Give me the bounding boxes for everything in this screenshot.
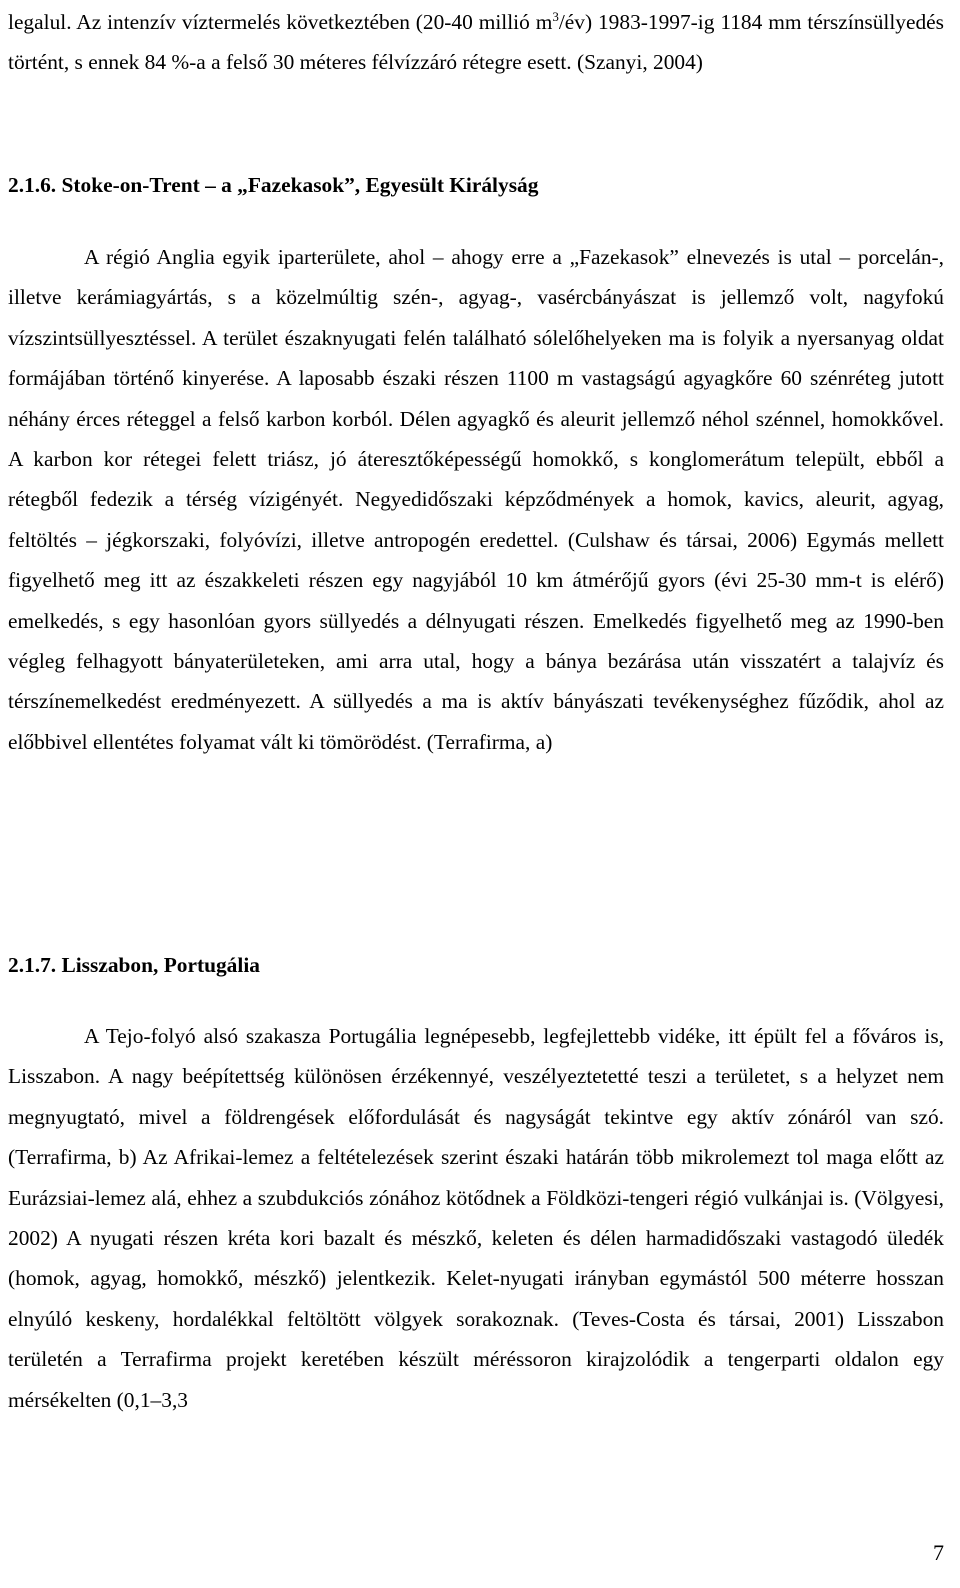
top-paragraph-text-1: legalul. Az intenzív víztermelés következtében (20-40 millió m [8, 10, 553, 34]
section-body-217: A Tejo-folyó alsó szakasza Portugália legnépesebb, legfejlettebb vidéke, itt épült fel a főváros is, Lisszabon. A nagy beépítettség különösen érzékennyé, veszélyeztetetté teszi a területet, s a helyzet nem megnyugtató, mivel a földrengések előfordulását és nagyságát tekintve egy aktív zónáról van szó. (Terrafirma, b) Az Afrikai-lemez a feltételezések szerint északi határán több mikrolemezt tol maga előtt az Eurázsiai-lemez alá, ehhez a szubdukciós zónához kötődnek a Földközi-tengeri régió vulkánjai is. (Völgyesi, 2002) A nyugati részen kréta kori bazalt és mészkő, keleten és délen harmadidőszaki vastagodó üledék (homok, agyag, homokkő, mészkő) jelentkezik. Kelet-nyugati irányban egymástól 500 méterre hosszan elnyúló keskeny, hordalékkal feltöltött völgyek sorakoznak. (Teves-Costa és társai, 2001) Lisszabon területén a Terrafirma projekt keretében készült méréssoron kirajzolódik a tengerparti oldalon egy mérsékelten (0,1–3,3 [8, 1024, 944, 1412]
superscript: 3 [552, 8, 559, 24]
section-heading-216: 2.1.6. Stoke-on-Trent – a „Fazekasok”, Egyesült Királyság [8, 173, 539, 197]
top-paragraph [8, 2, 944, 83]
page-number: 7 [933, 1540, 944, 1565]
section-body-216: A régió Anglia egyik iparterülete, ahol – ahogy erre a „Fazekasok” elnevezés is utal – porcelán-, illetve kerámiagyártás, s a közelmúltig szén-, agyag-, vasércbányászat is jellemző volt, nagyfokú vízszintsüllyesztéssel. A terület északnyugati felén található sólelőhelyeken ma is folyik a nyersanyag oldat formájában történő kinyerése. A laposabb északi részen 1100 m vastagságú agyagkőre 60 szénréteg jutott néhány érces réteggel a felső karbon korból. Délen agyagkő és aleurit jellemző néhol szénnel, homokkővel. A karbon kor rétegei felett triász, jó áteresztőképességű homokkő, s konglomerátum települt, ebből a rétegből fedezik a térség vízigényét. Negyedidőszaki képződmények a homok, kavics, aleurit, agyag, feltöltés – jégkorszaki, folyóvízi, illetve antropogén eredettel. (Culshaw és társai, 2006) Egymás mellett figyelhető meg itt az északkeleti részen egy nagyjából 10 km átmérőjű gyors (évi 25-30 mm-t is elérő) emelkedés, s egy hasonlóan gyors süllyedés a délnyugati részen. Emelkedés figyelhető meg az 1990-ben végleg felhagyott bányaterületeken, ami arra utal, hogy a bánya bezárása után visszatért a talajvíz és térszínemelkedést eredményezett. A süllyedés a ma is aktív bányászati tevékenységhez fűződik, ahol az előbbivel ellentétes folyamat vált ki tömörödést. (Terrafirma, a) [8, 245, 944, 754]
document-page [8, 0, 944, 1412]
top-paragraph-text-2: /év) 1983-1997-ig 1184 mm térszínsüllyedés történt, s ennek 84 %-a a felső 30 méteres félvízzáró rétegre esett. (Szanyi, 2004) [8, 10, 944, 75]
section-heading-217: 2.1.7. Lisszabon, Portugália [8, 953, 260, 977]
